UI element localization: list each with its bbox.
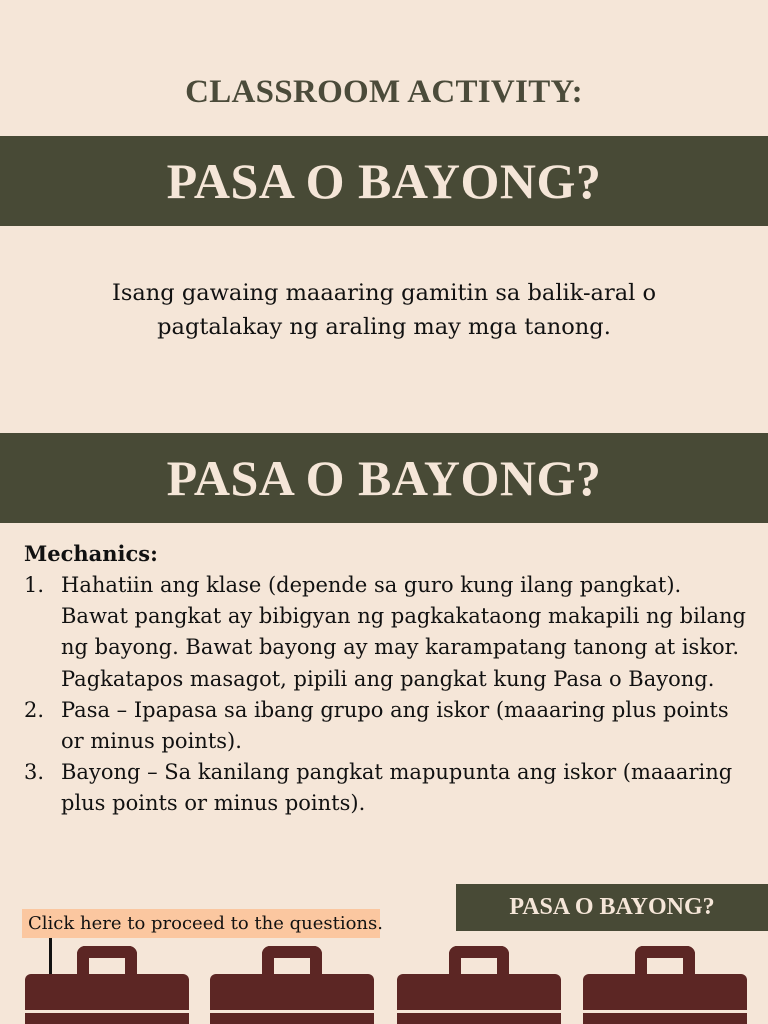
title-text: PASA O BAYONG?	[166, 153, 602, 209]
small-title-text: PASA O BAYONG?	[509, 894, 715, 920]
bag-body	[397, 974, 561, 1024]
list-item-text: Hahatiin ang klase (depende sa guro kung ilang pangkat). Bawat pangkat ay bibigyan ng pagkakataong makapili ng bilang ng bayong. Bawat bayong ay may karampatang tanong at iskor. Pagkatapos masagot, pipili ang pangkat kung Pasa o Bayong.	[61, 573, 746, 691]
activity-subtitle: CLASSROOM ACTIVITY:	[185, 74, 583, 110]
bag-strap	[583, 1010, 747, 1013]
bag-icon[interactable]	[397, 946, 561, 1024]
list-item	[24, 757, 754, 819]
list-item	[24, 695, 754, 757]
bag-body	[210, 974, 374, 1024]
bag-strap	[397, 1010, 561, 1013]
mechanics-list	[24, 570, 754, 820]
bag-strap	[210, 1010, 374, 1013]
proceed-link[interactable]: Click here to proceed to the questions.	[22, 909, 380, 938]
bag-icon[interactable]	[583, 946, 747, 1024]
bag-body	[583, 974, 747, 1024]
list-item-number: 3.	[24, 760, 45, 785]
title-banner	[0, 136, 768, 226]
bag-icon[interactable]	[25, 946, 189, 1024]
list-item-text: Pasa – Ipapasa sa ibang grupo ang iskor (maaaring plus points or minus points).	[61, 697, 729, 754]
intro-text: Isang gawaing maaaring gamitin sa balik-aral o pagtalakay ng araling may mga tanong.	[111, 280, 657, 340]
list-item-number: 1.	[24, 573, 45, 597]
list-item	[24, 570, 754, 695]
list-item-number: 2.	[24, 697, 45, 722]
section-title: PASA O BAYONG?	[166, 450, 602, 506]
bag-strap	[25, 1010, 189, 1013]
mechanics-heading: Mechanics:	[24, 541, 158, 566]
section-banner	[0, 433, 768, 523]
bag-icon[interactable]	[210, 946, 374, 1024]
list-item-text: Bayong – Sa kanilang pangkat mapupunta ang iskor (maaaring plus points or minus points).	[61, 760, 733, 816]
small-title-banner	[456, 884, 768, 931]
bag-body	[25, 974, 189, 1024]
